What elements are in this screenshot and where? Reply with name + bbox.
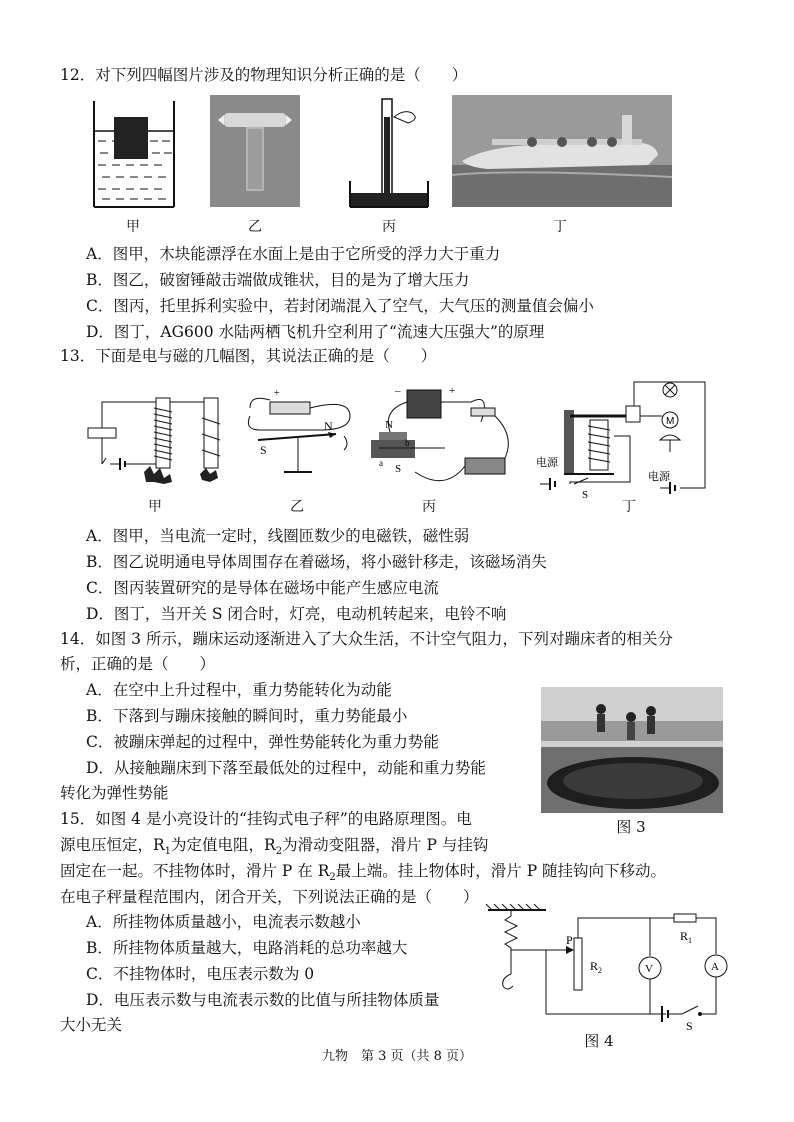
- q13-ding-power2: 电源: [648, 470, 670, 483]
- q15-circuit-r1: $R_1$: [680, 929, 693, 945]
- q12-option-a: A．图甲，木块能漂浮在水面上是由于它所受的浮力大于重力: [86, 245, 501, 263]
- q15-stem-line4: 在电子秤量程范围内，闭合开关，下列说法正确的是（ ）: [60, 888, 479, 906]
- q12-figure-bing: [344, 95, 434, 213]
- q13-yi-s: S: [260, 443, 267, 457]
- q13-option-b: B．图乙说明通电导体周围存在着磁场，将小磁针移走，该磁场消失: [86, 553, 547, 571]
- q12-caption-bing: 丙: [382, 219, 396, 235]
- q13-caption-bing: 丙: [422, 499, 436, 515]
- q13-figure-yi: [240, 380, 360, 492]
- q13-caption-jia: 甲: [148, 499, 162, 515]
- q15-circuit-diagram: [486, 904, 742, 1034]
- q13-yi-plus: +: [274, 388, 280, 399]
- q14-option-d: D．从接触蹦床到下落至最低处的过程中，动能和重力势能: [86, 759, 486, 777]
- q12-stem: 12．对下列四幅图片涉及的物理知识分析正确的是（ ）: [60, 66, 468, 84]
- q13-ding-power1: 电源: [536, 456, 558, 469]
- q12-figure-ding: [452, 95, 672, 207]
- q15-stem-line3: 固定在一起。不挂物体时，滑片 P 在 $R_2$最上端。挂上物体时，滑片 P 随挂钩向下移动。: [60, 862, 667, 884]
- q15-option-d-continued: 大小无关: [60, 1016, 123, 1034]
- q12-option-b: B．图乙，破窗锤敲击端做成锥状，目的是为了增大压力: [86, 271, 470, 289]
- q14-figure-caption: 图 3: [616, 818, 646, 836]
- q15-stem-line2: 源电压恒定，$R_1$为定值电阻，$R_2$为滑动变阻器，滑片 P 与挂钩: [60, 836, 489, 858]
- q15-option-b: B．所挂物体质量越大，电路消耗的总功率越大: [86, 939, 408, 957]
- q13-figure-bing: [365, 382, 525, 492]
- q12-caption-yi: 乙: [248, 219, 262, 235]
- q12-figure-yi: [210, 95, 300, 207]
- q14-stem-line2: 析，正确的是（ ）: [60, 655, 216, 673]
- q14-option-c: C．被蹦床弹起的过程中，弹性势能转化为重力势能: [86, 733, 439, 751]
- q13-yi-n: N: [324, 419, 333, 433]
- q13-stem: 13．下面是电与磁的几幅图，其说法正确的是（ ）: [60, 347, 437, 365]
- q15-voltmeter: V: [645, 963, 653, 975]
- q13-ding-switch: S: [582, 489, 589, 498]
- q15-circuit-s: S: [686, 1019, 693, 1033]
- q12-option-c: C．图丙，托里拆利实验中，若封闭端混入了空气，大气压的测量值会偏小: [86, 297, 594, 315]
- q15-ammeter: A: [711, 961, 719, 973]
- q15-circuit-r2: $R_2$: [590, 959, 603, 975]
- q13-bing-s: S: [395, 463, 402, 475]
- q13-option-d: D．图丁，当开关 S 闭合时，灯亮，电动机转起来，电铃不响: [86, 605, 507, 623]
- q13-caption-ding: 丁: [622, 499, 636, 515]
- q14-trampoline-photo: [541, 687, 723, 813]
- q13-bing-plus: +: [449, 385, 456, 397]
- q12-option-d: D．图丁，AG600 水陆两栖飞机升空利用了“流速大压强大”的原理: [86, 323, 545, 341]
- q13-option-a: A．图甲，当电流一定时，线圈匝数少的电磁铁，磁性弱: [86, 527, 470, 545]
- q13-caption-yi: 乙: [290, 499, 304, 515]
- q13-ding-motor: M: [666, 416, 675, 427]
- q13-bing-b: b: [405, 438, 410, 448]
- q15-option-a: A．所挂物体质量越小，电流表示数越小: [86, 913, 361, 931]
- q14-option-a: A．在空中上升过程中，重力势能转化为动能: [86, 681, 392, 699]
- q14-option-d-continued: 转化为弹性势能: [60, 784, 169, 802]
- q15-figure-caption: 图 4: [584, 1032, 614, 1050]
- q13-bing-minus: –: [395, 385, 401, 397]
- q15-option-c: C．不挂物体时，电压表示数为 0: [86, 965, 315, 983]
- q15-circuit-p: P: [566, 933, 573, 947]
- q13-bing-a: a: [379, 458, 383, 468]
- q15-option-d: D．电压表示数与电流表示数的比值与所挂物体质量: [86, 991, 440, 1009]
- q12-caption-ding: 丁: [553, 219, 567, 235]
- q13-figure-ding: [530, 376, 710, 498]
- q15-stem-line1: 15．如图 4 是小亮设计的“挂钩式电子秤”的电路原理图。电: [60, 810, 472, 828]
- q12-figure-jia: [88, 95, 180, 213]
- q14-stem-line1: 14．如图 3 所示，蹦床运动逐渐进入了大众生活，不计空气阻力，下列对蹦床者的相关分: [60, 630, 673, 648]
- q13-option-c: C．图丙装置研究的是导体在磁场中能产生感应电流: [86, 579, 439, 597]
- q12-caption-jia: 甲: [126, 219, 140, 235]
- q13-figure-jia: [80, 388, 240, 496]
- page-footer: 九物 第 3 页（共 8 页）: [321, 1049, 473, 1064]
- q13-bing-n: N: [385, 419, 393, 431]
- q14-option-b: B．下落到与蹦床接触的瞬间时，重力势能最小: [86, 707, 408, 725]
